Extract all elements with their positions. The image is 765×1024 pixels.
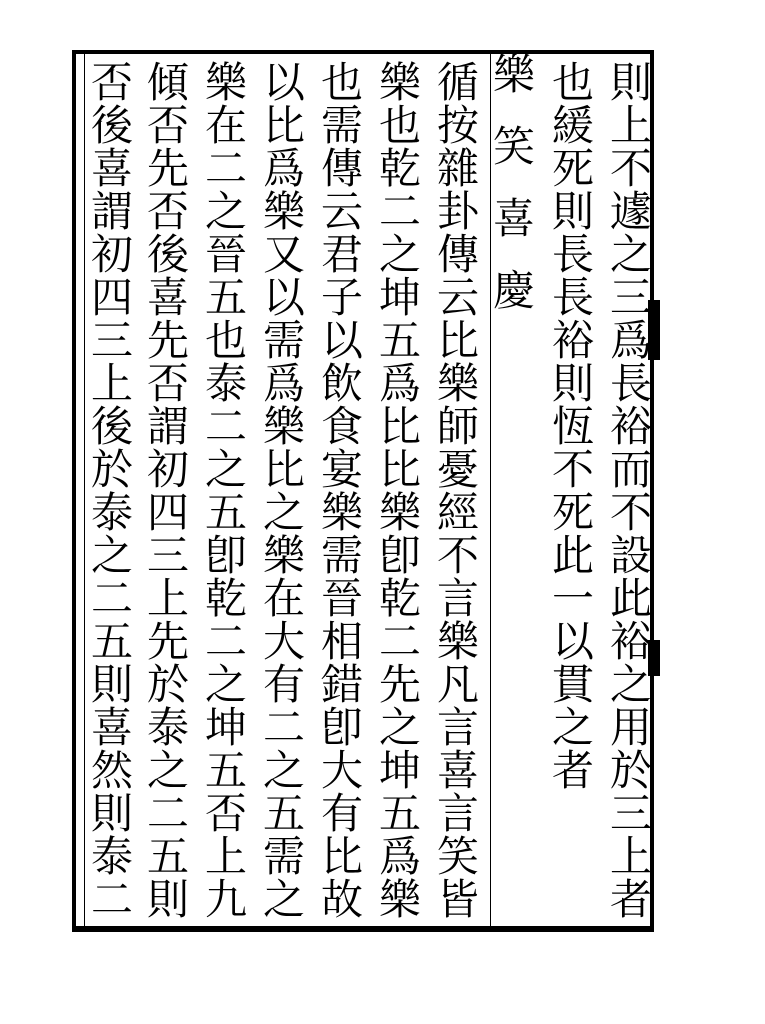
text-column-2: 也緩死則長長裕則恆不死此一以貫之者 — [546, 60, 595, 791]
text-column-1: 則上不遽之三爲長裕而不設此裕之用於三上者 — [604, 60, 653, 920]
text-column-9: 否後喜謂初四三上後於泰之二五則喜然則泰二 — [85, 60, 134, 920]
text-column-7: 樂在二之晉五也泰二之五卽乾二之坤五否上九 — [199, 60, 248, 920]
text-column-6: 以比爲樂又以需爲樂比之樂在大有二之五需之 — [257, 60, 306, 920]
text-column-3: 循按雜卦傳云比樂師憂經不言樂凡言喜言笑皆 — [431, 60, 480, 920]
section-heading: 樂笑喜慶 — [487, 52, 536, 340]
text-column-8: 傾否先否後喜先否謂初四三上先於泰之二五則 — [141, 60, 190, 920]
text-column-5: 也需傳云君子以飲食宴樂需晉相錯卽大有比故 — [315, 60, 364, 920]
text-column-4: 樂也乾二之坤五爲比比樂卽乾二先之坤五爲樂 — [373, 60, 422, 920]
